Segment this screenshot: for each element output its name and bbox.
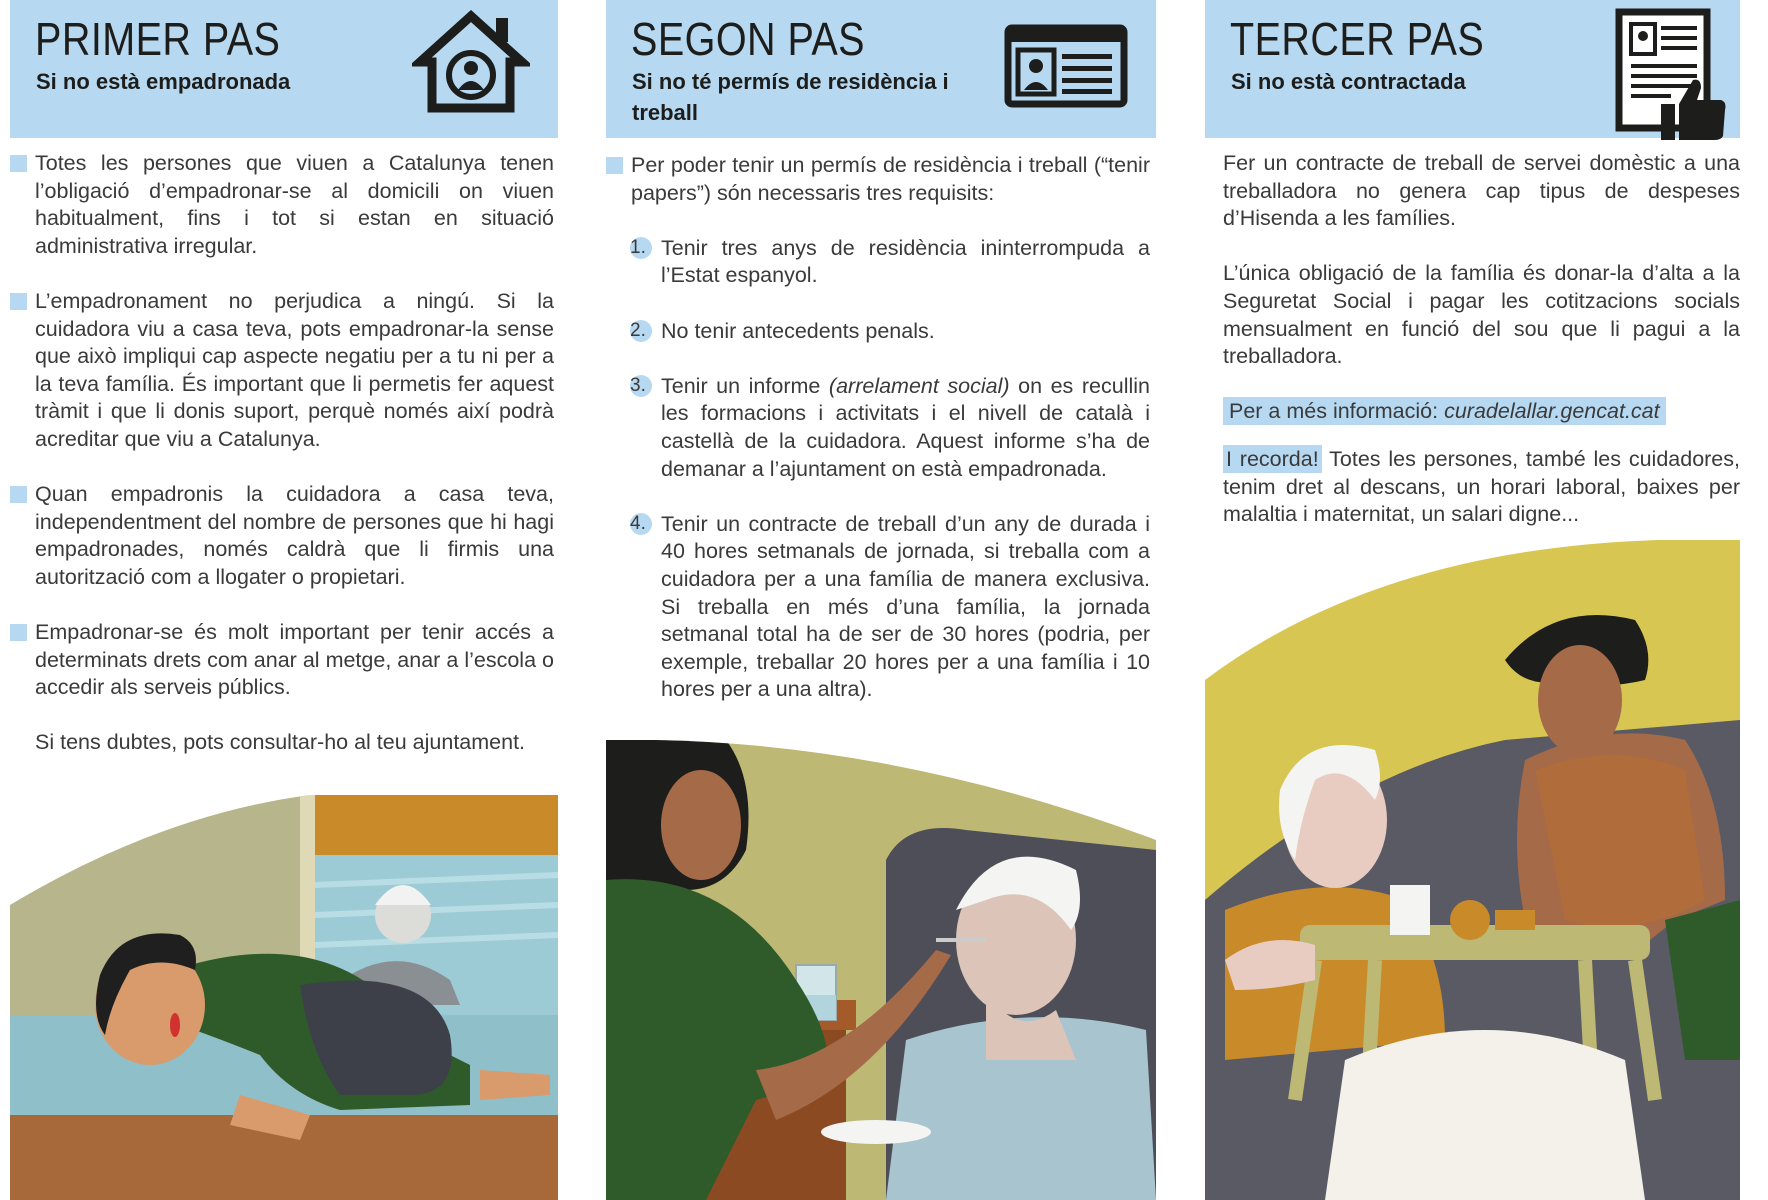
step-3-subtitle: Si no està contractada <box>1231 69 1466 94</box>
contract-thumbs-up-icon <box>1613 8 1731 144</box>
bullet-square-icon <box>10 624 27 641</box>
remember-label: I recorda! <box>1223 445 1322 473</box>
step-1-panel <box>10 0 558 1200</box>
step-2-intro: Per poder tenir un permís de residència i treball (“tenir papers”) són necessaris tres requisits: <box>631 152 1150 207</box>
more-info-highlight: Per a més informació: curadelallar.gencat.cat <box>1223 397 1666 425</box>
illustration-caregiver-feeding <box>606 740 1156 1200</box>
number-badge: 3. <box>630 375 652 397</box>
requirement-item: 1. Tenir tres anys de residència ininterrompuda a l’Estat espanyol. <box>630 235 1150 288</box>
step-1-paragraph: Totes les persones que viuen a Catalunya tenen l’obligació d’empadronar-se al domicili on viuen habitualment, fins i tot si estan en situació administrativa irregular. <box>35 150 554 260</box>
step-1-closing: Si tens dubtes, pots consultar-ho al teu ajuntament. <box>35 730 526 755</box>
step-2-title: SEGON PAS <box>631 13 865 65</box>
remember-note: I recorda! Totes les persones, també les cuidadores, tenim dret al descans, un horari laboral, baixes per malaltia i maternitat, un salari digne... <box>1223 446 1740 527</box>
step-3-header <box>1205 0 1740 138</box>
bullet-square-icon <box>10 155 27 172</box>
step-3-body <box>1223 150 1740 556</box>
bullet-square-icon <box>10 486 27 503</box>
step-3-paragraph: L’única obligació de la família és donar-la d’alta a la Seguretat Social i pagar les cotitzacions socials mensualment en funció del sou que li pagui a la treballadora. <box>1223 261 1740 369</box>
id-card-icon <box>1004 24 1128 108</box>
step-1-body <box>35 150 554 785</box>
bullet-square-icon <box>10 293 27 310</box>
illustration-caregiver-sleeping <box>10 795 558 1200</box>
step-2-subtitle: Si no té permís de residència i treball <box>632 69 949 125</box>
step-2-header <box>606 0 1156 138</box>
house-person-icon <box>412 10 530 114</box>
illustration-caregiver-serving <box>1205 540 1740 1200</box>
step-1-paragraph: Empadronar-se és molt important per tenir accés a determinats drets com anar al metge, anar a l’escola o accedir als serveis públics. <box>35 619 554 702</box>
step-3-panel <box>1205 0 1740 1200</box>
number-badge: 1. <box>630 237 652 259</box>
step-3-title: TERCER PAS <box>1230 13 1485 65</box>
requirement-item: 4. Tenir un contracte de treball d’un any de durada i 40 hores setmanals de jornada, si treballa com a cuidadora per a una família de manera exclusiva. Si treballa en més d’una família, la jornada setmanal total ha de ser de 30 hores (podria, per exemple, treballar 20 hores per a una família i 10 hores per a una altra). <box>630 511 1150 702</box>
step-2-panel <box>606 0 1156 1200</box>
number-badge: 2. <box>630 320 652 342</box>
step-1-paragraph: Quan empadronis la cuidadora a casa teva, independentment del nombre de persones que hi hagi empadronades, només caldrà que li firmis una autorització com a llogater o propietari. <box>35 481 554 591</box>
step-3-paragraph: Fer un contracte de treball de servei domèstic a una treballadora no genera cap tipus de despeses d’Hisenda a les famílies. <box>1223 151 1740 231</box>
number-badge: 4. <box>630 513 652 535</box>
requirement-item: 3. Tenir un informe (arrelament social) on es recullin les formacions i activitats i el nivell de català i castellà de la cuidadora. Aquest informe s’ha de demanar a l’ajuntament on està empadronada. <box>630 373 1150 481</box>
bullet-square-icon <box>606 157 623 174</box>
step-2-body <box>631 152 1150 731</box>
step-1-title: PRIMER PAS <box>35 13 281 65</box>
step-1-header <box>10 0 558 138</box>
more-info-line <box>1223 398 1740 426</box>
step-1-subtitle: Si no està empadronada <box>36 69 291 94</box>
requirement-item: 2. No tenir antecedents penals. <box>630 318 935 343</box>
step-1-paragraph: L’empadronament no perjudica a ningú. Si la cuidadora viu a casa teva, pots empadronar-la sense que això impliqui cap aspecte negatiu per a tu ni per a la teva família. És important que li permetis fer aquest tràmit i que li donis suport, perquè només així podrà acreditar que viu a Catalunya. <box>35 288 554 454</box>
more-info-link[interactable]: curadelallar.gencat.cat <box>1444 399 1660 424</box>
